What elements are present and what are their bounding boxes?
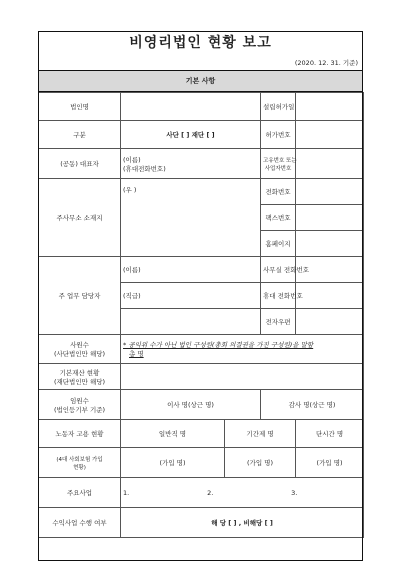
field-manager-extra[interactable] — [121, 309, 261, 335]
label-employment: 노동자 고용 현황 — [39, 420, 121, 448]
business-3: 3. — [291, 488, 298, 497]
field-main-business[interactable] — [121, 478, 364, 508]
business-1: 1. — [123, 488, 130, 497]
field-profit-business[interactable]: 해 당 [ ] , 비해당 [ ] — [121, 508, 364, 538]
label-homepage: 홈페이지 — [261, 231, 296, 257]
insurance-line1: (4대 사회보험 가입 — [56, 456, 103, 463]
field-homepage[interactable] — [296, 231, 364, 257]
label-representative: (공동) 대표자 — [39, 149, 121, 179]
members-line2: (사단법인만 해당) — [53, 350, 106, 358]
field-representative[interactable] — [121, 149, 261, 179]
label-officers — [39, 390, 121, 420]
field-manager-position[interactable]: (직급) — [121, 283, 261, 309]
field-manager-name[interactable]: (이름) — [121, 257, 261, 283]
biz-no-line1: 고유번호 또는 — [263, 157, 297, 164]
label-insurance — [39, 448, 121, 478]
field-assets[interactable] — [121, 364, 364, 390]
field-ins-fixed[interactable]: (가입 명) — [225, 448, 296, 478]
officers-line2: (법인등기부 기준) — [53, 405, 106, 414]
section-header: 기본 사항 — [38, 70, 363, 92]
reference-date: (2020. 12. 31. 기준) — [38, 56, 363, 70]
label-profit-business: 수익사업 수행 여부 — [39, 508, 121, 538]
biz-no-line2: 사업자번호 — [264, 165, 292, 172]
label-email: 전자우편 — [261, 309, 296, 335]
label-mobile: 휴대 전화번호 — [261, 283, 296, 309]
field-type[interactable]: 사단 [ ] 재단 [ ] — [121, 121, 261, 149]
assets-line1: 기본재산 현황 — [59, 368, 100, 377]
rep-name-hint: (이름) — [123, 155, 141, 164]
field-biz-no[interactable] — [296, 149, 364, 179]
field-permit-no[interactable] — [296, 121, 364, 149]
label-permit-date: 설립허가일 — [261, 93, 296, 121]
field-regular[interactable]: 일반직 명 — [121, 420, 225, 448]
form-title: 비영리법인 현황 보고 — [38, 31, 363, 56]
label-corp-name: 법인명 — [39, 93, 121, 121]
label-assets — [39, 364, 121, 390]
report-form — [38, 31, 363, 551]
field-ins-regular[interactable]: (가입 명) — [121, 448, 225, 478]
field-fax[interactable] — [296, 205, 364, 231]
label-permit-no: 허가번호 — [261, 121, 296, 149]
field-fixed-term[interactable]: 기간제 명 — [225, 420, 296, 448]
label-members — [39, 335, 121, 364]
field-directors[interactable]: 이사 명(상근 명) — [121, 390, 261, 420]
assets-line2: (재단법인만 해당) — [53, 377, 106, 386]
field-part-time[interactable]: 단시간 명 — [296, 420, 364, 448]
label-phone: 전화번호 — [261, 179, 296, 205]
label-address: 주사무소 소재지 — [39, 179, 121, 257]
field-ins-part[interactable]: (가입 명) — [296, 448, 364, 478]
members-line1: 사원수 — [70, 341, 89, 349]
field-auditors[interactable]: 감사 명(상근 명) — [261, 390, 364, 420]
label-fax: 팩스번호 — [261, 205, 296, 231]
field-permit-date[interactable] — [296, 93, 364, 121]
members-total: 총 명 — [129, 350, 144, 358]
field-corp-name[interactable] — [121, 93, 261, 121]
rep-phone-hint: (휴대전화번호) — [123, 164, 166, 173]
officers-line1: 임원수 — [70, 396, 89, 405]
field-mobile[interactable] — [296, 283, 364, 309]
field-phone[interactable] — [296, 179, 364, 205]
label-biz-no — [261, 149, 296, 179]
business-2: 2. — [207, 488, 214, 497]
label-type: 구분 — [39, 121, 121, 149]
members-note: * 공익위 수가 아닌 법인 구성원(총회 의결권을 가진 구성원)을 말함 — [123, 341, 314, 349]
label-main-business: 주요사업 — [39, 478, 121, 508]
label-manager: 주 업무 담당자 — [39, 257, 121, 335]
field-members[interactable] — [121, 335, 364, 364]
basic-info-table — [38, 92, 364, 538]
insurance-line2: 현황) — [73, 464, 86, 471]
field-address[interactable]: (우 ) — [121, 179, 261, 257]
label-office-phone: 사무실 전화번호 — [261, 257, 296, 283]
field-email[interactable] — [296, 309, 364, 335]
